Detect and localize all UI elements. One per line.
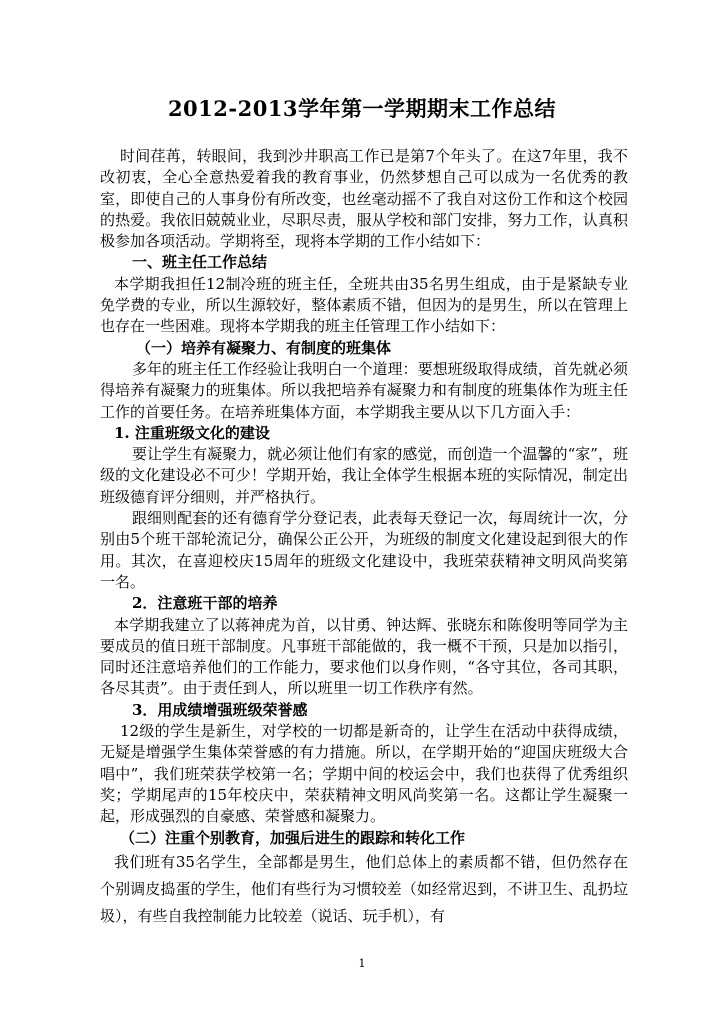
subsection-1-paragraph: 多年的班主任工作经验让我明白一个道理：要想班级取得成绩，首先就必须得培养有凝聚力的班集体。所以我把培养有凝聚力和有制度的班集体作为班主任工作的首要任务。在培养班集体方面，本学期我主要从以下几方面入手： xyxy=(100,359,628,421)
item-heading-2: 2．注意班干部的培养 xyxy=(132,594,278,613)
intro-paragraph: 时间荏苒，转眼间，我到沙井职高工作已是第7个年头了。在这7年里，我不改初衷，全心全意热爱着我的教育事业，仍然梦想自己可以成为一名优秀的教室，即使自己的人事身份有所改变，也丝毫动摇不了我自对这份工作和这个校园的热爱。我依旧兢兢业业，尽职尽责，服从学校和部门安排，努力工作，认真积极参加各项活动。学期将至，现将本学期的工作小结如下： xyxy=(100,147,628,251)
item-1-paragraph-a: 要让学生有凝聚力，就必须让他们有家的感觉，而创造一个温馨的“家”，班级的文化建设必不可少！学期开始，我让全体学生根据本班的实际情况，制定出班级德育评分细则，并严格执行。 xyxy=(100,445,628,506)
item-2-paragraph: 本学期我建立了以蒋神虎为首，以甘勇、钟达辉、张晓东和陈俊明等同学为主要成员的值日班干部制度。凡事班干部能做的，我一概不干预，只是加以指引，同时还注意培养他们的工作能力，要求他们以身作则，“各守其位，各司其职，各尽其责”。由于责任到人，所以班里一切工作秩序有然。 xyxy=(100,615,628,698)
subsection-heading-2: （二）注重个别教育，加强后进生的跟踪和转化工作 xyxy=(120,828,466,847)
item-heading-1: 1. 注重班级文化的建设 xyxy=(114,423,270,442)
subsection-2-paragraph: 我们班有35名学生，全部都是男生，他们总体上的素质都不错，但仍然存在个别调皮捣蛋的学生，他们有些行为习惯较差（如经常迟到，不讲卫生、乱扔垃圾），有些自我控制能力比较差（说话、玩手机），有 xyxy=(100,852,628,925)
subsection-heading-1: （一）培养有凝聚力、有制度的班集体 xyxy=(136,338,392,357)
item-1-paragraph-b: 跟细则配套的还有德育学分登记表，此表每天登记一次，每周统计一次，分别由5个班干部轮流记分，确保公正公开，为班级的制度文化建设起到很大的作用。其次，在喜迎校庆15周年的班级文化建设中，我班荣获精神文明风尚奖第一名。 xyxy=(100,509,628,591)
section-1-paragraph: 本学期我担任12制冷班的班主任，全班共由35名男生组成，由于是紧缺专业免学费的专业，所以生源较好，整体素质不错，但因为的是男生，所以在管理上也存在一些困难。现将本学期我的班主任管理工作小结如下： xyxy=(100,274,628,336)
item-heading-3: 3．用成绩增强班级荣誉感 xyxy=(132,700,308,719)
section-heading-1: 一、班主任工作总结 xyxy=(132,253,268,272)
page-number: 1 xyxy=(358,957,366,970)
document-body xyxy=(100,146,628,930)
document-title: 2012-2013学年第一学期期末工作总结 xyxy=(167,96,557,121)
item-3-paragraph: 12级的学生是新生，对学校的一切都是新奇的，让学生在活动中获得成绩，无疑是增强学生集体荣誉感的有力措施。所以，在学期开始的“迎国庆班级大合唱中”，我们班荣获学校第一名；学期中间的校运会中，我们也获得了优秀组织奖；学期尾声的15年校庆中，荣获精神文明风尚奖第一名。这都让学生凝聚一起，形成强烈的自豪感、荣誉感和凝聚力。 xyxy=(100,722,628,826)
